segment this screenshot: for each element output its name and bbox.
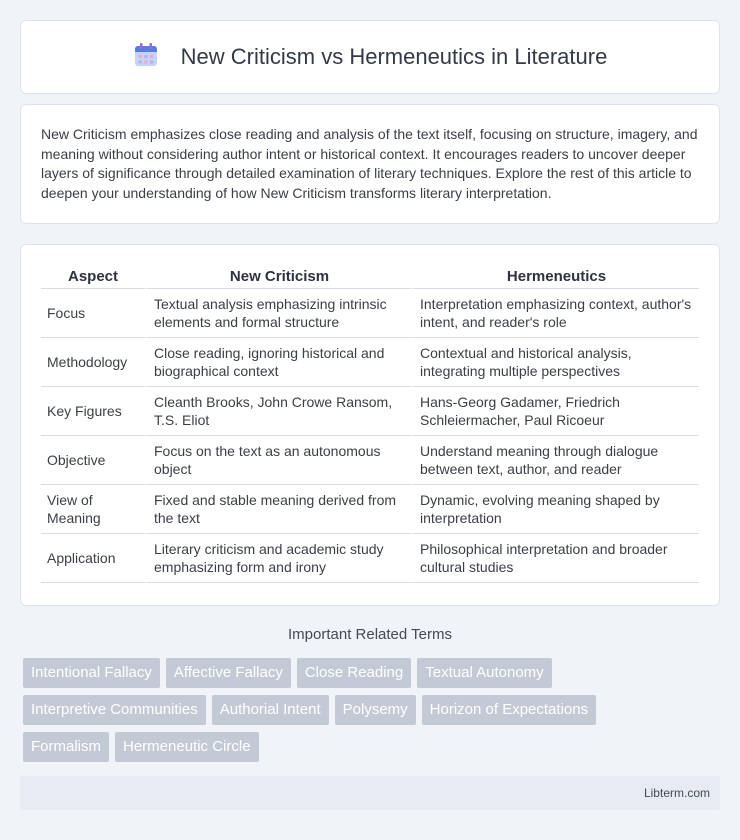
calendar-icon	[133, 42, 159, 73]
header-new-criticism: New Criticism	[145, 267, 411, 289]
table-row	[41, 289, 699, 338]
related-terms-title: Important Related Terms	[288, 626, 452, 643]
cell-hermeneutics: Contextual and historical analysis, integrating multiple perspectives	[411, 338, 699, 387]
cell-aspect: Objective	[41, 436, 145, 485]
footer	[20, 776, 720, 810]
cell-new-criticism: Literary criticism and academic study emphasizing form and irony	[145, 534, 411, 583]
cell-hermeneutics: Philosophical interpretation and broader cultural studies	[411, 534, 699, 583]
table-row	[41, 534, 699, 583]
cell-aspect: Key Figures	[41, 387, 145, 436]
tag-close-reading[interactable]: Close Reading	[297, 658, 411, 688]
table-header-row	[41, 267, 699, 289]
cell-hermeneutics: Dynamic, evolving meaning shaped by interpretation	[411, 485, 699, 534]
cell-aspect: Application	[41, 534, 145, 583]
table-row	[41, 485, 699, 534]
intro-card	[20, 104, 720, 224]
tag-textual-autonomy[interactable]: Textual Autonomy	[417, 658, 551, 688]
table-row	[41, 436, 699, 485]
intro-paragraph: New Criticism emphasizes close reading and analysis of the text itself, focusing on structure, imagery, and meaning without considering author intent or historical context. It encourages readers to uncover deeper layers of significance through detailed examination of literary techniques. Explore the rest of this article to deepen your understanding of how New Criticism transforms literary interpretation.	[41, 126, 698, 201]
cell-hermeneutics: Hans-Georg Gadamer, Friedrich Schleiermacher, Paul Ricoeur	[411, 387, 699, 436]
tag-horizon-of-expectations[interactable]: Horizon of Expectations	[422, 695, 596, 725]
tag-row	[23, 695, 723, 725]
comparison-table-card	[20, 244, 720, 606]
cell-hermeneutics: Understand meaning through dialogue between text, author, and reader	[411, 436, 699, 485]
tag-interpretive-communities[interactable]: Interpretive Communities	[23, 695, 206, 725]
cell-aspect: Methodology	[41, 338, 145, 387]
tag-row	[23, 658, 723, 688]
tag-intentional-fallacy[interactable]: Intentional Fallacy	[23, 658, 160, 688]
footer-site-link[interactable]: Libterm.com	[643, 786, 710, 800]
tag-formalism[interactable]: Formalism	[23, 732, 109, 762]
tag-row	[23, 732, 723, 762]
header-card	[20, 20, 720, 94]
cell-new-criticism: Focus on the text as an autonomous object	[145, 436, 411, 485]
cell-hermeneutics: Interpretation emphasizing context, author's intent, and reader's role	[411, 289, 699, 338]
related-terms-list	[23, 658, 723, 769]
cell-new-criticism: Textual analysis emphasizing intrinsic elements and formal structure	[145, 289, 411, 338]
cell-new-criticism: Close reading, ignoring historical and biographical context	[145, 338, 411, 387]
tag-hermeneutic-circle[interactable]: Hermeneutic Circle	[115, 732, 259, 762]
table-row	[41, 338, 699, 387]
tag-polysemy[interactable]: Polysemy	[335, 695, 416, 725]
table-row	[41, 387, 699, 436]
cell-aspect: Focus	[41, 289, 145, 338]
cell-new-criticism: Cleanth Brooks, John Crowe Ransom, T.S. Eliot	[145, 387, 411, 436]
comparison-table	[41, 267, 699, 583]
cell-new-criticism: Fixed and stable meaning derived from the text	[145, 485, 411, 534]
tag-authorial-intent[interactable]: Authorial Intent	[212, 695, 329, 725]
header-hermeneutics: Hermeneutics	[411, 267, 699, 289]
tag-affective-fallacy[interactable]: Affective Fallacy	[166, 658, 291, 688]
header-aspect: Aspect	[41, 267, 145, 289]
cell-aspect: View of Meaning	[41, 485, 145, 534]
page-title: New Criticism vs Hermeneutics in Literature	[180, 44, 608, 69]
